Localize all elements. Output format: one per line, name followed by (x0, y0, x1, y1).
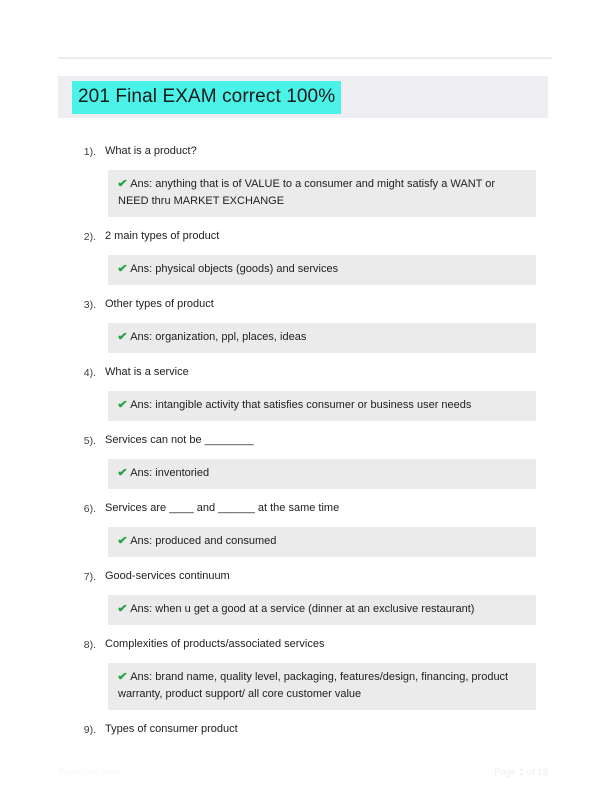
page-footer (0, 766, 606, 782)
answer-text: Ans: inventoried (130, 467, 210, 479)
answer-box (108, 527, 536, 557)
question-number: 8). (83, 639, 96, 651)
qa-item (0, 353, 606, 421)
answer-box (108, 595, 536, 625)
qa-item (0, 557, 606, 625)
check-icon: ✔ (117, 263, 128, 275)
question-list (0, 132, 606, 739)
answer-box (108, 663, 536, 710)
question-text: Good-services continuum (105, 570, 230, 582)
question-text: Types of consumer product (105, 723, 238, 735)
qa-item (0, 625, 606, 710)
answer-box (108, 459, 536, 489)
question-text: Other types of product (105, 298, 214, 310)
question-row (0, 217, 606, 246)
qa-item (0, 132, 606, 217)
question-text: Services can not be ________ (105, 434, 254, 446)
question-row (0, 353, 606, 382)
check-icon: ✔ (117, 467, 128, 479)
question-row (0, 625, 606, 654)
question-text: 2 main types of product (105, 230, 220, 242)
check-icon: ✔ (117, 603, 128, 615)
page-title: 201 Final EXAM correct 100% (72, 81, 341, 114)
qa-item (0, 421, 606, 489)
qa-item (0, 285, 606, 353)
footer-page-number: Page 1 of 18 (494, 767, 548, 778)
question-row (0, 285, 606, 314)
question-row (0, 557, 606, 586)
question-number: 4). (83, 367, 96, 379)
question-number: 6). (83, 503, 96, 515)
document-title-band (58, 76, 548, 118)
check-icon: ✔ (117, 671, 128, 683)
check-icon: ✔ (117, 331, 128, 343)
qa-item (0, 710, 606, 739)
question-row (0, 489, 606, 518)
check-icon: ✔ (117, 399, 128, 411)
answer-box (108, 391, 536, 421)
question-number: 2). (83, 231, 96, 243)
question-number: 9). (83, 724, 96, 736)
answer-text: Ans: produced and consumed (130, 535, 277, 547)
answer-box (108, 255, 536, 285)
answer-text: Ans: when u get a good at a service (dinner at an exclusive restaurant) (130, 603, 475, 615)
check-icon: ✔ (117, 178, 128, 190)
answer-text: Ans: organization, ppl, places, ideas (130, 331, 307, 343)
question-text: Complexities of products/associated services (105, 638, 325, 650)
answer-box (108, 170, 536, 217)
qa-item (0, 489, 606, 557)
question-row (0, 421, 606, 450)
question-row (0, 710, 606, 739)
question-number: 5). (83, 435, 96, 447)
question-text: What is a product? (105, 145, 197, 157)
answer-box (108, 323, 536, 353)
question-number: 7). (83, 571, 96, 583)
question-row (0, 132, 606, 161)
footer-watermark: PaperStic.com (58, 767, 120, 778)
answer-text: Ans: physical objects (goods) and services (130, 263, 339, 275)
answer-text: Ans: anything that is of VALUE to a consumer and might satisfy a WANT or NEED thru MARKET EXCHANGE (118, 178, 496, 207)
header-divider (58, 57, 552, 59)
question-number: 1). (83, 146, 96, 158)
answer-text: Ans: brand name, quality level, packaging, features/design, financing, product warranty, product support/ all core customer value (118, 671, 509, 700)
question-text: What is a service (105, 366, 189, 378)
answer-text: Ans: intangible activity that satisfies consumer or business user needs (130, 399, 472, 411)
question-number: 3). (83, 299, 96, 311)
qa-item (0, 217, 606, 285)
question-text: Services are ____ and ______ at the same time (105, 502, 340, 514)
check-icon: ✔ (117, 535, 128, 547)
